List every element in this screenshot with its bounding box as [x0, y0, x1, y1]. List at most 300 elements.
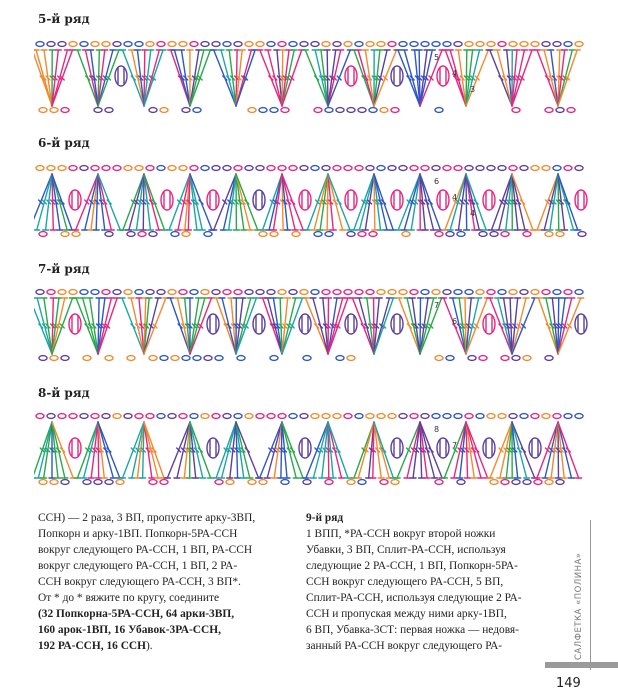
popcorn-stitch-symbol — [207, 190, 219, 210]
popcorn-stitch-symbol — [483, 438, 495, 458]
chain-stitch-symbol — [399, 166, 407, 171]
chain-stitch-symbol — [105, 108, 113, 113]
popcorn-stitch-symbol — [299, 190, 311, 210]
chain-stitch-symbol — [454, 290, 462, 295]
chain-stitch-symbol — [380, 480, 388, 485]
row-heading-8: 8-й ряд — [38, 386, 90, 400]
chain-stitch-symbol — [61, 480, 69, 485]
chain-stitch-symbol — [410, 42, 418, 47]
popcorn-stitch-symbol — [253, 190, 265, 210]
chain-stitch-symbol — [124, 290, 132, 295]
chain-stitch-symbol — [325, 480, 333, 485]
stitch-count-label: 5 — [434, 53, 440, 62]
chain-stitch-symbol — [553, 166, 561, 171]
chain-stitch-symbol — [336, 108, 344, 113]
side-label — [572, 540, 592, 660]
chain-stitch-symbol — [212, 42, 220, 47]
popcorn-stitch-symbol — [391, 66, 403, 86]
chain-stitch-symbol — [61, 356, 69, 361]
chain-stitch-symbol — [542, 166, 550, 171]
chain-stitch-symbol — [545, 480, 553, 485]
chain-stitch-symbol — [366, 42, 374, 47]
chain-stitch-symbol — [113, 42, 121, 47]
chain-stitch-symbol — [113, 290, 121, 295]
popcorn-stitch-symbol — [483, 190, 495, 210]
chain-stitch-symbol — [50, 356, 58, 361]
popcorn-stitch-symbol — [391, 190, 403, 210]
chain-stitch-symbol — [146, 166, 154, 171]
chain-stitch-symbol — [435, 356, 443, 361]
popcorn-stitch-symbol — [161, 190, 173, 210]
chain-stitch-symbol — [388, 290, 396, 295]
chain-stitch-symbol — [58, 166, 66, 171]
chain-stitch-symbol — [193, 108, 201, 113]
chain-stitch-symbol — [410, 290, 418, 295]
stitch-group — [34, 166, 587, 237]
chain-stitch-symbol — [358, 232, 366, 237]
chain-stitch-symbol — [146, 414, 154, 419]
chain-stitch-symbol — [157, 290, 165, 295]
chain-stitch-symbol — [267, 42, 275, 47]
chain-stitch-symbol — [179, 166, 187, 171]
chain-stitch-symbol — [160, 480, 168, 485]
chain-stitch-symbol — [333, 290, 341, 295]
popcorn-stitch-symbol — [69, 190, 81, 210]
chain-stitch-symbol — [476, 290, 484, 295]
chain-stitch-symbol — [193, 356, 201, 361]
chain-stitch-symbol — [94, 108, 102, 113]
text-line: Убавки, 3 ВП, Сплит-РА-ССН, используя — [306, 544, 506, 556]
chain-stitch-symbol — [300, 42, 308, 47]
chain-stitch-symbol — [421, 42, 429, 47]
chain-stitch-symbol — [344, 166, 352, 171]
popcorn-stitch-symbol — [207, 314, 219, 334]
chain-stitch-symbol — [256, 166, 264, 171]
chain-stitch-symbol — [391, 480, 399, 485]
chain-stitch-symbol — [534, 480, 542, 485]
chain-stitch-symbol — [314, 108, 322, 113]
chain-stitch-symbol — [490, 480, 498, 485]
popcorn-stitch-symbol — [437, 66, 449, 86]
chain-stitch-symbol — [168, 42, 176, 47]
chain-stitch-symbol — [564, 414, 572, 419]
chain-stitch-symbol — [190, 166, 198, 171]
chain-stitch-symbol — [347, 356, 355, 361]
chain-stitch-symbol — [267, 290, 275, 295]
text-line: 6 ВП, Убавка-3СТ: первая ножка — недовя- — [306, 624, 519, 636]
chain-stitch-symbol — [138, 232, 146, 237]
chain-stitch-symbol — [410, 414, 418, 419]
chain-stitch-symbol — [564, 290, 572, 295]
chain-stitch-symbol — [322, 414, 330, 419]
chain-stitch-symbol — [421, 290, 429, 295]
chain-stitch-symbol — [512, 480, 520, 485]
chain-stitch-symbol — [465, 166, 473, 171]
chain-stitch-symbol — [501, 232, 509, 237]
chain-stitch-symbol — [36, 414, 44, 419]
text-line: следующие 2 РА-ССН, 1 ВП, Попкорн-5РА- — [306, 560, 518, 572]
stitch-count-label: 7 — [452, 441, 458, 450]
chain-stitch-symbol — [256, 290, 264, 295]
chain-stitch-symbol — [347, 232, 355, 237]
chain-stitch-symbol — [223, 290, 231, 295]
chain-stitch-symbol — [311, 166, 319, 171]
chain-stitch-symbol — [399, 290, 407, 295]
text-line: ССН вокруг следующего РА-ССН, 5 ВП, — [306, 576, 504, 588]
chain-stitch-symbol — [344, 42, 352, 47]
left-text-column — [38, 510, 255, 654]
popcorn-stitch-symbol — [69, 314, 81, 334]
chain-stitch-symbol — [39, 356, 47, 361]
chain-stitch-symbol — [160, 356, 168, 361]
popcorn-stitch-symbol — [345, 314, 357, 334]
chain-stitch-symbol — [435, 480, 443, 485]
chain-stitch-symbol — [575, 290, 583, 295]
chain-stitch-symbol — [102, 290, 110, 295]
chain-stitch-symbol — [443, 42, 451, 47]
chain-stitch-symbol — [388, 414, 396, 419]
chain-stitch-symbol — [39, 480, 47, 485]
chain-stitch-symbol — [149, 356, 157, 361]
chain-stitch-symbol — [487, 166, 495, 171]
chain-stitch-symbol — [344, 290, 352, 295]
chain-stitch-symbol — [333, 166, 341, 171]
chain-stitch-symbol — [47, 166, 55, 171]
chain-stitch-symbol — [256, 414, 264, 419]
chain-stitch-symbol — [509, 166, 517, 171]
chain-stitch-symbol — [333, 414, 341, 419]
row-heading-6: 6-й ряд — [38, 136, 90, 150]
chain-stitch-symbol — [322, 42, 330, 47]
chain-stitch-symbol — [149, 232, 157, 237]
chain-stitch-symbol — [575, 42, 583, 47]
chain-stitch-symbol — [501, 480, 509, 485]
chain-stitch-symbol — [267, 166, 275, 171]
chain-stitch-symbol — [190, 414, 198, 419]
popcorn-stitch-symbol — [299, 438, 311, 458]
chain-stitch-symbol — [58, 290, 66, 295]
chain-stitch-symbol — [47, 290, 55, 295]
chain-stitch-symbol — [223, 166, 231, 171]
chain-stitch-symbol — [204, 232, 212, 237]
crochet-diagram-row-5 — [34, 36, 590, 120]
chain-stitch-symbol — [157, 414, 165, 419]
crochet-diagram-row-6 — [34, 160, 590, 244]
chain-stitch-symbol — [487, 290, 495, 295]
chain-stitch-symbol — [553, 42, 561, 47]
stitch-group — [34, 42, 583, 113]
chain-stitch-symbol — [520, 414, 528, 419]
chain-stitch-symbol — [498, 42, 506, 47]
crochet-diagram-row-7 — [34, 284, 590, 368]
chain-stitch-symbol — [201, 290, 209, 295]
chain-stitch-symbol — [135, 42, 143, 47]
chain-stitch-symbol — [311, 414, 319, 419]
chain-stitch-symbol — [50, 108, 58, 113]
chain-stitch-symbol — [556, 232, 564, 237]
chain-stitch-symbol — [69, 166, 77, 171]
text-line-final — [38, 638, 255, 654]
chain-stitch-symbol — [245, 414, 253, 419]
stitch-count-label: 3 — [470, 85, 476, 94]
chain-stitch-symbol — [278, 42, 286, 47]
chain-stitch-symbol — [248, 108, 256, 113]
chain-stitch-symbol — [468, 356, 476, 361]
chain-stitch-symbol — [168, 290, 176, 295]
popcorn-stitch-symbol — [207, 438, 219, 458]
popcorn-stitch-symbol — [69, 438, 81, 458]
chain-stitch-symbol — [281, 108, 289, 113]
chain-stitch-symbol — [358, 108, 366, 113]
text-line: Попкорн и арку-1ВП. Попкорн-5РА-ССН — [38, 528, 238, 540]
chain-stitch-symbol — [259, 108, 267, 113]
text-line: занный РА-ССН вокруг следующего РА- — [306, 640, 503, 652]
chain-stitch-symbol — [523, 480, 531, 485]
chain-stitch-symbol — [245, 166, 253, 171]
chain-stitch-symbol — [91, 42, 99, 47]
chain-stitch-symbol — [322, 166, 330, 171]
chain-stitch-symbol — [234, 166, 242, 171]
chain-stitch-symbol — [146, 42, 154, 47]
chain-stitch-symbol — [300, 414, 308, 419]
text-line: От * до * вяжите по кругу, соедините — [38, 592, 220, 604]
row-9-title: 9-й ряд — [306, 512, 344, 524]
chain-stitch-symbol — [179, 290, 187, 295]
chain-stitch-symbol — [325, 232, 333, 237]
row-heading-7: 7-й ряд — [38, 262, 90, 276]
chain-stitch-symbol — [509, 290, 517, 295]
page-number-bar — [545, 662, 618, 668]
chain-stitch-symbol — [201, 166, 209, 171]
chain-stitch-symbol — [124, 42, 132, 47]
chain-stitch-symbol — [465, 290, 473, 295]
chain-stitch-symbol — [567, 108, 575, 113]
chain-stitch-symbol — [498, 414, 506, 419]
chain-stitch-symbol — [245, 42, 253, 47]
chain-stitch-symbol — [36, 42, 44, 47]
chain-stitch-symbol — [432, 290, 440, 295]
chain-stitch-symbol — [171, 232, 179, 237]
chain-stitch-symbol — [182, 232, 190, 237]
chain-stitch-symbol — [179, 42, 187, 47]
chain-stitch-symbol — [435, 232, 443, 237]
chain-stitch-symbol — [377, 166, 385, 171]
chain-stitch-symbol — [50, 480, 58, 485]
chain-stitch-symbol — [157, 166, 165, 171]
text-line: ССН) — 2 раза, 3 ВП, пропустите арку-3ВП, — [38, 512, 256, 524]
popcorn-stitch-symbol — [345, 66, 357, 86]
chain-stitch-symbol — [303, 480, 311, 485]
chain-stitch-symbol — [278, 414, 286, 419]
text-line: вокруг следующего РА-ССН, 1 ВП, 2 РА- — [38, 560, 238, 572]
chain-stitch-symbol — [388, 166, 396, 171]
chain-stitch-symbol — [487, 414, 495, 419]
popcorn-stitch-symbol — [529, 438, 541, 458]
chain-stitch-symbol — [61, 108, 69, 113]
chain-stitch-symbol — [245, 290, 253, 295]
chain-stitch-symbol — [454, 42, 462, 47]
chain-stitch-symbol — [215, 356, 223, 361]
stitch-count-label: 7 — [434, 301, 440, 310]
chain-stitch-symbol — [248, 480, 256, 485]
chain-stitch-symbol — [366, 166, 374, 171]
chain-stitch-symbol — [212, 166, 220, 171]
chain-stitch-symbol — [201, 42, 209, 47]
chain-stitch-symbol — [127, 232, 135, 237]
text-line: вокруг следующего РА-ССН, 1 ВП, РА-ССН — [38, 544, 253, 556]
chain-stitch-symbol — [333, 42, 341, 47]
chain-stitch-symbol — [377, 414, 385, 419]
chain-stitch-symbol — [179, 414, 187, 419]
chain-stitch-symbol — [270, 356, 278, 361]
popcorn-stitch-symbol — [575, 190, 587, 210]
popcorn-stitch-symbol — [299, 314, 311, 334]
chain-stitch-symbol — [226, 480, 234, 485]
chain-stitch-symbol — [157, 42, 165, 47]
chain-stitch-symbol — [520, 166, 528, 171]
crochet-diagram-row-8 — [34, 408, 590, 492]
stitch-count-label: 4 — [470, 209, 476, 218]
chain-stitch-symbol — [336, 356, 344, 361]
chain-stitch-symbol — [531, 166, 539, 171]
chain-stitch-symbol — [182, 356, 190, 361]
chain-stitch-symbol — [168, 414, 176, 419]
chain-stitch-symbol — [91, 414, 99, 419]
chain-stitch-symbol — [509, 42, 517, 47]
text-line: ССН и пропуская между ними арку-1ВП, — [306, 608, 507, 620]
chain-stitch-symbol — [355, 166, 363, 171]
chain-stitch-symbol — [39, 232, 47, 237]
chain-stitch-symbol — [355, 42, 363, 47]
chain-stitch-symbol — [578, 232, 586, 237]
chain-stitch-symbol — [182, 108, 190, 113]
chain-stitch-symbol — [531, 290, 539, 295]
chain-stitch-symbol — [116, 480, 124, 485]
chain-stitch-symbol — [399, 42, 407, 47]
chain-stitch-symbol — [512, 356, 520, 361]
chain-stitch-symbol — [168, 166, 176, 171]
chain-stitch-symbol — [388, 42, 396, 47]
chain-stitch-symbol — [270, 232, 278, 237]
popcorn-stitch-symbol — [391, 314, 403, 334]
chain-stitch-symbol — [421, 166, 429, 171]
chain-stitch-symbol — [36, 166, 44, 171]
chain-stitch-symbol — [355, 290, 363, 295]
text-line: Сплит-РА-ССН, используя следующие 2 РА- — [306, 592, 522, 604]
chain-stitch-symbol — [80, 290, 88, 295]
chain-stitch-symbol — [160, 108, 168, 113]
chain-stitch-symbol — [259, 232, 267, 237]
chain-stitch-symbol — [105, 480, 113, 485]
chain-stitch-symbol — [91, 166, 99, 171]
chain-stitch-symbol — [523, 232, 531, 237]
chain-stitch-symbol — [278, 290, 286, 295]
chain-stitch-symbol — [542, 414, 550, 419]
chain-stitch-symbol — [542, 42, 550, 47]
chain-stitch-symbol — [575, 414, 583, 419]
chain-stitch-symbol — [476, 166, 484, 171]
chain-stitch-symbol — [564, 42, 572, 47]
chain-stitch-symbol — [237, 356, 245, 361]
chain-stitch-symbol — [531, 414, 539, 419]
text-line: 1 ВПП, *РА-ССН вокруг второй ножки — [306, 528, 496, 540]
chain-stitch-symbol — [105, 232, 113, 237]
chain-stitch-symbol — [135, 166, 143, 171]
chain-stitch-symbol — [355, 414, 363, 419]
text-line: ССН вокруг следующего РА-ССН, 3 ВП*. — [38, 576, 241, 588]
chain-stitch-symbol — [498, 290, 506, 295]
chain-stitch-symbol — [94, 480, 102, 485]
chain-stitch-symbol — [443, 414, 451, 419]
chain-stitch-symbol — [366, 414, 374, 419]
chain-stitch-symbol — [80, 42, 88, 47]
chain-stitch-symbol — [509, 414, 517, 419]
chain-stitch-symbol — [105, 356, 113, 361]
chain-stitch-symbol — [520, 42, 528, 47]
page-number: 149 — [556, 676, 581, 691]
chain-stitch-symbol — [556, 480, 564, 485]
chain-stitch-symbol — [91, 290, 99, 295]
chain-stitch-symbol — [289, 42, 297, 47]
chain-stitch-symbol — [542, 290, 550, 295]
chain-stitch-symbol — [369, 232, 377, 237]
chain-stitch-symbol — [553, 290, 561, 295]
chain-stitch-symbol — [204, 356, 212, 361]
chain-stitch-symbol — [457, 480, 465, 485]
chain-stitch-symbol — [545, 356, 553, 361]
chain-stitch-symbol — [322, 290, 330, 295]
chain-stitch-symbol — [476, 414, 484, 419]
chain-stitch-symbol — [212, 290, 220, 295]
stitch-group — [34, 414, 583, 485]
chain-stitch-symbol — [377, 42, 385, 47]
chain-stitch-symbol — [512, 108, 520, 113]
chain-stitch-symbol — [303, 356, 311, 361]
chain-stitch-symbol — [545, 108, 553, 113]
stitch-count-label: 8 — [434, 425, 440, 434]
chain-stitch-symbol — [432, 42, 440, 47]
chain-stitch-symbol — [311, 290, 319, 295]
chain-stitch-symbol — [58, 42, 66, 47]
chain-stitch-symbol — [80, 414, 88, 419]
chain-stitch-symbol — [531, 42, 539, 47]
chain-stitch-symbol — [171, 356, 179, 361]
chain-stitch-symbol — [113, 166, 121, 171]
stitch-count-label: 6 — [452, 317, 458, 326]
chain-stitch-symbol — [443, 290, 451, 295]
side-label-text: САЛФЕТКА «ПОЛИНА» — [574, 552, 584, 660]
chain-stitch-symbol — [124, 414, 132, 419]
chain-stitch-symbol — [102, 414, 110, 419]
chain-stitch-symbol — [410, 166, 418, 171]
chain-stitch-symbol — [556, 108, 564, 113]
chain-stitch-symbol — [490, 232, 498, 237]
chain-stitch-symbol — [278, 166, 286, 171]
popcorn-stitch-symbol — [391, 438, 403, 458]
chain-stitch-symbol — [380, 108, 388, 113]
chain-stitch-symbol — [347, 480, 355, 485]
chain-stitch-symbol — [113, 414, 121, 419]
chain-stitch-symbol — [201, 414, 209, 419]
chain-stitch-symbol — [432, 414, 440, 419]
chain-stitch-symbol — [135, 414, 143, 419]
chain-stitch-symbol — [124, 166, 132, 171]
chain-stitch-symbol — [234, 290, 242, 295]
chain-stitch-symbol — [146, 290, 154, 295]
popcorn-stitch-symbol — [437, 190, 449, 210]
chain-stitch-symbol — [289, 290, 297, 295]
text-line-bold: (32 Попкорна-5РА-ССН, 64 арки-3ВП, — [38, 608, 235, 620]
